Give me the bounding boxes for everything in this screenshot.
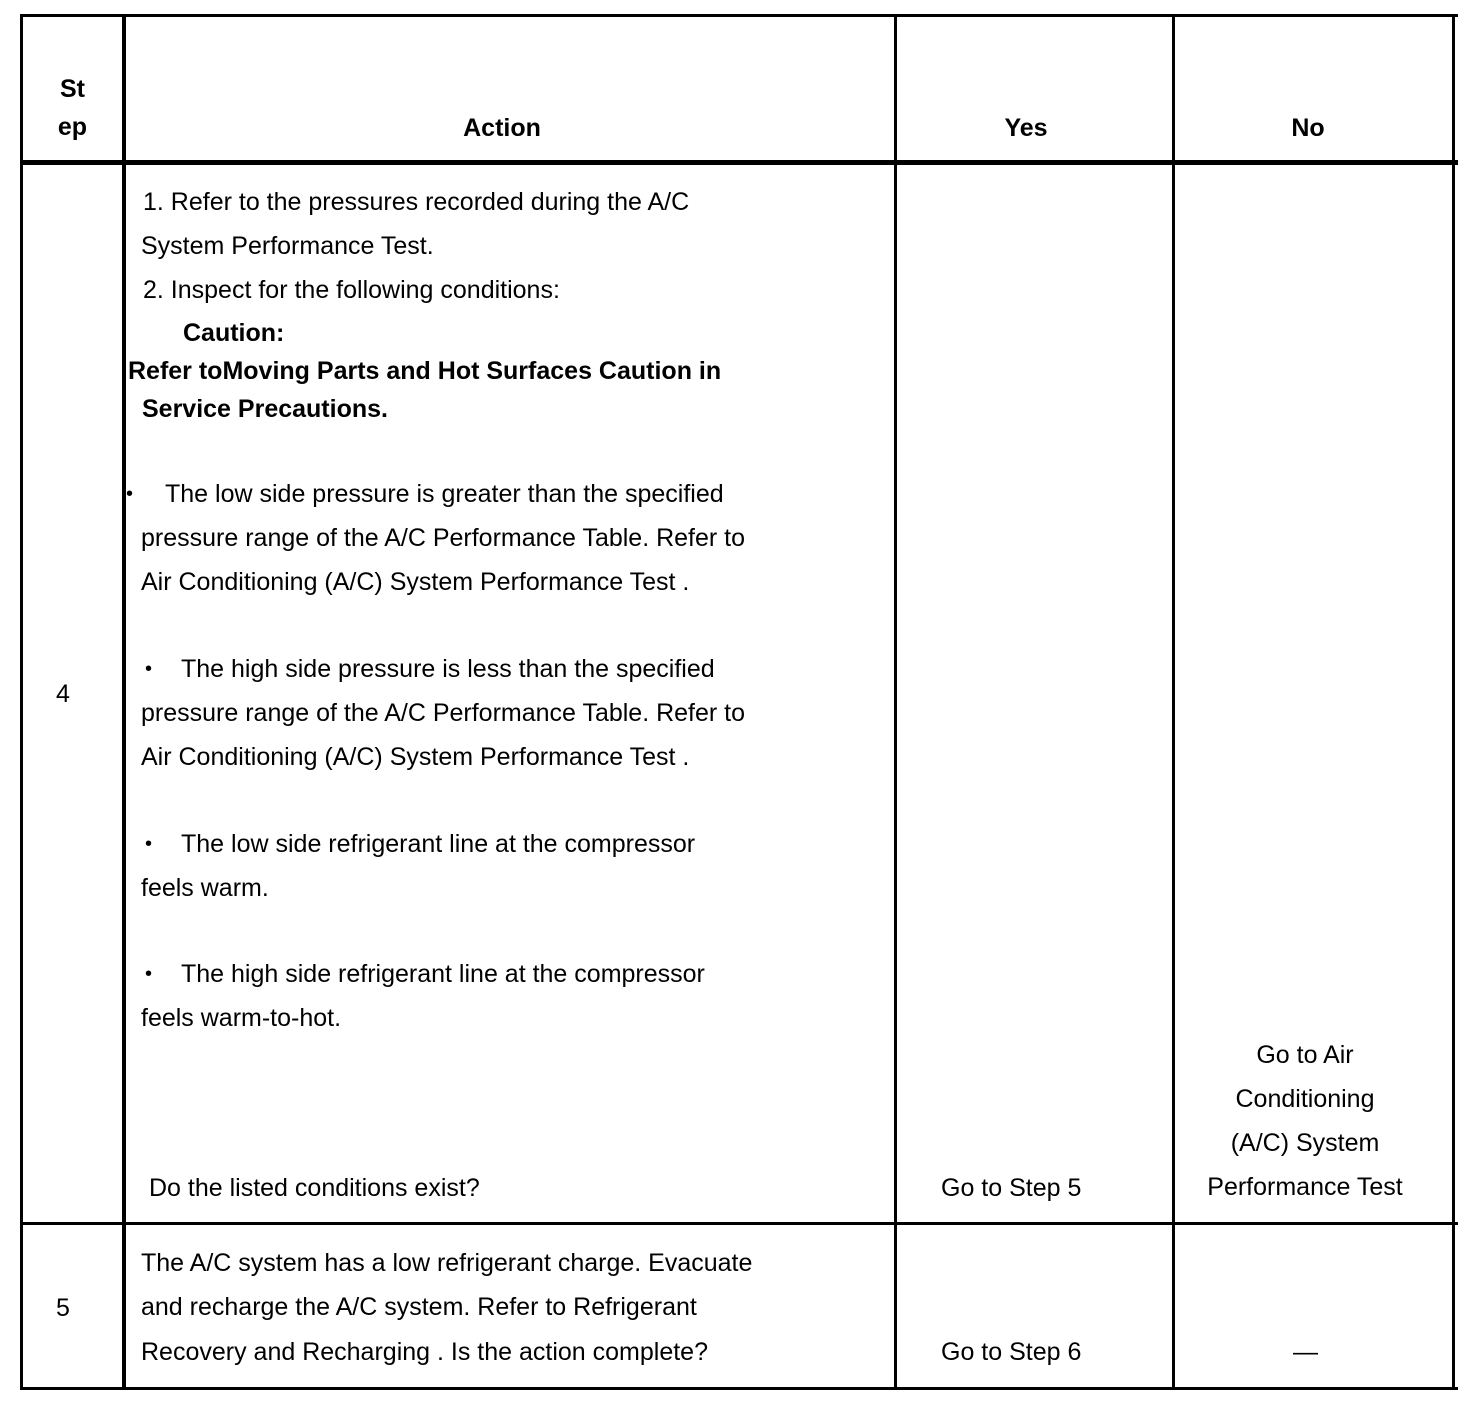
bullet-3-line2: feels warm. <box>141 874 269 902</box>
row-4-step: 4 <box>56 680 70 708</box>
row-4-question: Do the listed conditions exist? <box>149 1174 480 1202</box>
header-step-line2: ep <box>57 113 88 141</box>
column-divider-action <box>894 14 897 1390</box>
bullet-3-line1: The low side refrigerant line at the compressor <box>181 830 696 858</box>
table-border-top <box>20 14 1458 17</box>
bullet-1-line2: pressure range of the A/C Performance Table. Refer to <box>141 524 746 552</box>
row-5-step: 5 <box>56 1294 70 1322</box>
bullet-1-line1: The low side pressure is greater than the specified <box>165 480 724 508</box>
caution-label: Caution: <box>183 319 285 347</box>
bullet-1-marker: • <box>126 483 134 505</box>
row-4-item1-line1: 1. Refer to the pressures recorded during the A/C <box>143 188 690 216</box>
bullet-2-marker: • <box>145 658 153 680</box>
row-4-item1-line2: System Performance Test. <box>141 232 434 260</box>
row-5-action-line3: Recovery and Recharging . Is the action complete? <box>141 1338 708 1366</box>
row-5-action-line1: The A/C system has a low refrigerant charge. Evacuate <box>141 1249 753 1277</box>
table-border-bottom <box>20 1387 1458 1390</box>
row-4-no-line4: Performance Test <box>1207 1173 1403 1201</box>
row-5-action-line2: and recharge the A/C system. Refer to Refrigerant <box>141 1293 697 1321</box>
table-border-left <box>20 14 23 1390</box>
header-step-line1: St <box>60 75 85 103</box>
row-4-no-line3: (A/C) System <box>1230 1129 1380 1157</box>
header-separator <box>20 160 1458 165</box>
row-4-yes: Go to Step 5 <box>941 1174 1082 1202</box>
header-no: No <box>1291 114 1325 142</box>
caution-text-line1: Refer toMoving Parts and Hot Surfaces Caution in <box>128 357 722 385</box>
table-border-right <box>1452 14 1455 1390</box>
row-5-yes: Go to Step 6 <box>941 1338 1082 1366</box>
bullet-2-line1: The high side pressure is less than the specified <box>181 655 715 683</box>
header-action: Action <box>463 114 541 142</box>
caution-text-line2: Service Precautions. <box>142 395 388 423</box>
row-4-no-line1: Go to Air <box>1256 1041 1354 1069</box>
bullet-2-line2: pressure range of the A/C Performance Table. Refer to <box>141 699 746 727</box>
row-4-no <box>1175 1033 1435 1209</box>
column-divider-step <box>122 14 126 1390</box>
row-4-no-line2: Conditioning <box>1235 1085 1375 1113</box>
header-yes: Yes <box>1004 114 1048 142</box>
header-step <box>23 70 122 146</box>
bullet-4-line1: The high side refrigerant line at the compressor <box>181 960 705 988</box>
bullet-4-line2: feels warm-to-hot. <box>141 1004 342 1032</box>
bullet-4-marker: • <box>145 963 153 985</box>
bullet-2-line3: Air Conditioning (A/C) System Performance Test . <box>141 743 690 771</box>
row-5-no: — <box>1293 1338 1318 1366</box>
bullet-3-marker: • <box>145 833 153 855</box>
bullet-1-line3: Air Conditioning (A/C) System Performance Test . <box>141 568 690 596</box>
row-separator <box>20 1222 1458 1225</box>
row-4-item2: 2. Inspect for the following conditions: <box>143 276 560 304</box>
